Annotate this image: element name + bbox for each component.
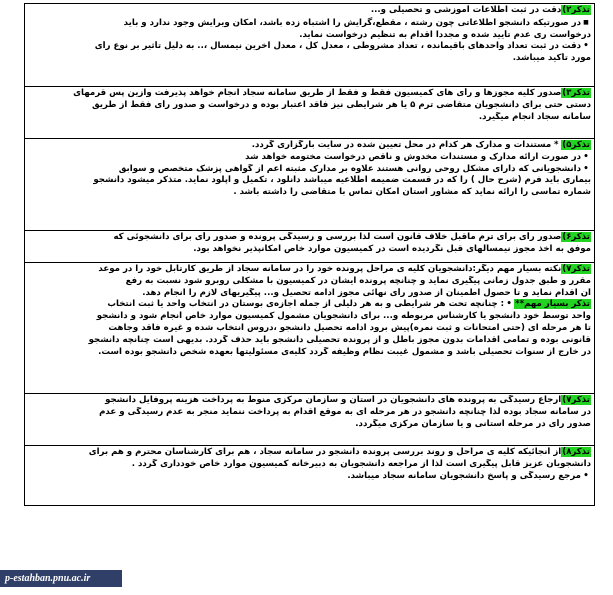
note-line xyxy=(28,88,591,100)
note-text: واحد توسط خود دانشجو یا کارشناس مربوطه و... برای دانشجویان مشمول کمیسیون موارد خاص انجام شود و دانشجو xyxy=(96,311,591,322)
note-line xyxy=(28,471,591,483)
note-text: موفق به اخذ مجوز نیمسالهای قبل نگردیده است در کمیسیون موارد خاص امکانپذیر نخواهد بود. xyxy=(193,243,591,254)
note-tag: تذکر۷) xyxy=(562,264,590,274)
note-line xyxy=(28,53,591,65)
note-tag: تذکر۸) xyxy=(562,447,590,457)
note-text: دقت در ثبت تعداد واحدهای باقیمانده ، تعداد مشروطی ، معدل کل ، معدل آخرین نیمسال ،.. به دلیل تأثیر بر نوع رأی xyxy=(94,41,581,52)
note-row xyxy=(25,87,594,139)
note-line xyxy=(28,288,591,300)
note-line xyxy=(28,407,591,419)
note-line xyxy=(28,419,591,431)
note-text: درخواست ری عدم تأیید شده و مجدداً اقدام به تنظیم درخواست نماید. xyxy=(299,29,591,40)
note-text: دانشجویان عزیز قابل پیگیری است لذا از مراجعه دانشجویان به دبیرخانه کمیسیون موارد خاص خودداری گردد . xyxy=(131,458,591,469)
note-line xyxy=(28,41,591,53)
note-row xyxy=(25,394,594,446)
note-line xyxy=(28,164,591,176)
square-bullet-icon: ■ xyxy=(583,18,589,26)
note-text: قانونی بوده و تمامی اقدامات بدون مجوز باطل و از پرونده تحصیلی دانشجو باید حذف گردد. بدیهی است چنانچه دانشجو xyxy=(88,334,591,345)
note-line xyxy=(28,175,591,187)
note-row xyxy=(25,231,594,263)
note-line xyxy=(28,5,591,17)
note-line xyxy=(28,187,591,199)
note-line xyxy=(28,459,591,471)
note-line xyxy=(28,244,591,256)
note-text: صدور کلیه مجوزها و رأی های کمیسیون فقط و فقط از طریق سامانه سجاد انجام خواهد پذیرفت وازین پس قرمهای xyxy=(73,88,562,98)
note-row xyxy=(25,263,594,394)
note-text: نکته بسیار مهم دیگر:دانشجویان کلیه ی مراحل پرونده خود را در سامانه سجاد از طریق کارتابل خود را در موعد xyxy=(98,264,562,274)
note-line xyxy=(28,264,591,276)
note-text: مقرر و طبق جدول زمانی پیگیری نماید و چنانچه پرونده ایشان در کمیسیون با مشکلی روبرو شود نسبت به رفع xyxy=(125,275,591,286)
dot-bullet-icon: • xyxy=(506,299,512,310)
note-line xyxy=(28,232,591,244)
note-text: دقت در ثبت اطلاعات آموزشی و تحصیلی و... xyxy=(370,5,562,15)
note-line xyxy=(28,152,591,164)
note-line xyxy=(28,323,591,335)
site-watermark[interactable]: p-estahban.pnu.ac.ir xyxy=(0,570,122,587)
note-line xyxy=(28,112,591,124)
note-text: دستی حتی برای دانشجویان متقاضی ترم ۵ یا هر شرایطی نیز فاقد اعتبار بوده و درخواست و صدور رأی فقط از طریق xyxy=(92,99,591,110)
note-text: صدور رأی در مرحله استانی و یا سازمان مرکزی میگردد. xyxy=(355,418,591,429)
note-text: تا هر مرحله ای (حتی امتحانات و ثبت نمره)پیش برود ادامه تحصیل دانشجو ،دروس انتخاب شده و غیره فاقد وجاهت xyxy=(108,322,591,333)
note-tag: تذکر۷) xyxy=(562,395,590,405)
dot-bullet-icon: • xyxy=(583,151,589,162)
note-text: در خارج از سنوات تحصیلی باشد و مشمول غیبت نظام وظیفه گردد کلیه‌ی مسئولیتها بعهده شخص دانشجو بوده است. xyxy=(98,346,591,357)
note-line xyxy=(28,30,591,42)
note-text: مستندات و مدارک هر کدام در محل تعیین شده در سایت بارگزاری گردد. xyxy=(251,140,552,150)
note-line xyxy=(28,311,591,323)
dot-bullet-icon: • xyxy=(583,41,589,52)
note-text: از آنجائیکه کلیه ی مراحل و روند بررسی پرونده دانشجو در سامانه سجاد ، هم برای کارشناسان محترم و هم برای xyxy=(88,447,562,457)
note-line xyxy=(28,140,591,152)
note-text: مرجع رسیدگی و پاسخ دانشجویان سامانه سجاد میباشد. xyxy=(347,470,581,481)
note-tag: تذکر۲) xyxy=(562,5,590,15)
note-text: در سامانه سجاد بوده لذا چنانچه دانشجو در هر مرحله ای به موقع اقدام به پرداخت ننماید منجر به عدم رسیدگی و عدم xyxy=(99,406,591,417)
note-line xyxy=(28,299,591,311)
note-tag: تذکر۶) xyxy=(562,232,590,242)
note-text: در صورت ارائه مدارک و مستندات مخدوش و ناقص درخواست مختومه خواهد شد xyxy=(245,151,581,162)
note-line xyxy=(28,276,591,288)
note-text: شماره تماسی را ارائه نماید که مشاور استان امکان تماس با متقاضی را داشته باشد . xyxy=(233,187,591,198)
dot-bullet-icon: • xyxy=(583,163,589,174)
note-row xyxy=(25,446,594,507)
note-text: در صورتیکه دانشجو اطلاعاتی چون رشته ، مقطع،گرایش را اشتباه زده باشد، امکان ویرایش وجود ندارد و باید xyxy=(123,17,581,28)
note-row xyxy=(25,4,594,87)
note-text: دانشجویانی که دارای مشکل روحی روانی هستند علاوه بر مدارک مثبته اعم از گواهی پزشک متخصص و سوابق xyxy=(118,163,581,174)
note-tag: تذکر۳) xyxy=(562,88,590,98)
star-bullet-icon: * xyxy=(554,140,559,150)
note-text: مورد تأکید میباشد. xyxy=(512,53,591,64)
note-tag: تذکر۵) xyxy=(562,140,590,150)
note-text: سامانه سجاد انجام میگیرد. xyxy=(478,111,591,122)
note-row xyxy=(25,139,594,231)
note-text: : چنانچه تحت هر شرایطی و به هر دلیلی از جمله اجازه‌ی بوستان در انتخاب واحد یا ثبت انتخاب xyxy=(107,299,505,310)
note-text: بیماری باید فرم (شرح حال ) را که در قسمت ضمیمه اطلاعیه میباشد دانلود ، تکمیل و آپلود نماید. متذکر میشود دانشجو xyxy=(93,175,591,186)
note-text: صدور رأی برای ترم ماقبل خلاف قانون است لذا بررسی و رسیدگی پرونده و صدور رأی برای دانشجوئی که xyxy=(113,232,562,242)
note-line xyxy=(28,347,591,359)
note-tag: تذکر بسیار مهم** xyxy=(515,299,590,310)
note-line xyxy=(28,335,591,347)
notes-table xyxy=(24,3,595,506)
note-text: ارجاع رسیدگی به پرونده های دانشجویان در استان و سازمان مرکزی منوط به پرداخت هزینه پروفایل دانشجو xyxy=(105,395,562,405)
note-line xyxy=(28,395,591,407)
note-line xyxy=(28,100,591,112)
note-line xyxy=(28,447,591,459)
note-text: آن اقدام نماید و تا حصول اطمینان از صدور رأی نهائی مجوز ادامه تحصیل و... پیگیریهای لازم را انجام دهد. xyxy=(142,287,591,298)
note-line xyxy=(28,17,591,30)
dot-bullet-icon: • xyxy=(583,470,589,481)
